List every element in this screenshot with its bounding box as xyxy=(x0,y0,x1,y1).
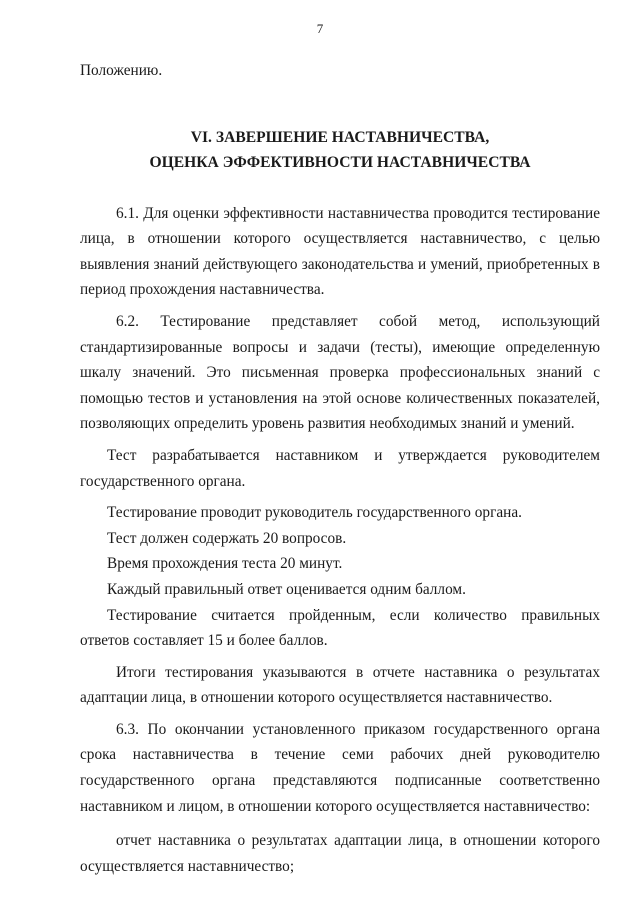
paragraph-test-conduct: Тестирование проводит руководитель государственного органа. xyxy=(107,504,522,522)
paragraph-6-1: 6.1. Для оценки эффективности наставничества проводится тестирование лица, в отношении которого осуществляется наставничество, с целью выявления знаний действующего законодательства и умений, приобретенных в период прохождения наставничества. xyxy=(80,204,600,299)
section-heading-line-2: ОЦЕНКА ЭФФЕКТИВНОСТИ НАСТАВНИЧЕСТВА xyxy=(149,153,531,171)
section-heading-line-1: VI. ЗАВЕРШЕНИЕ НАСТАВНИЧЕСТВА, xyxy=(190,128,490,146)
paragraph-test-time: Время прохождения теста 20 минут. xyxy=(107,555,343,573)
section-heading xyxy=(80,125,600,175)
paragraph-test-pass: Тестирование считается пройденным, если количество правильных ответов составляет 15 и более баллов. xyxy=(80,606,600,650)
paragraph-test-scoring: Каждый правильный ответ оценивается одним баллом. xyxy=(107,580,466,598)
continuation-text: Положению. xyxy=(80,62,163,79)
paragraph-6-2: 6.2. Тестирование представляет собой метод, использующий стандартизированные вопросы и задачи (тесты), имеющие определенную шкалу значений. Это письменная проверка профессиональных знаний с помощью тестов и установления на этой основе количественных показателей, позволяющих определить уровень развития необходимых знаний и умений. xyxy=(80,312,600,433)
document-body xyxy=(80,58,600,879)
paragraph-report-item: отчет наставника о результатах адаптации лица, в отношении которого осуществляется наставничество; xyxy=(80,832,600,875)
paragraph-test-questions: Тест должен содержать 20 вопросов. xyxy=(107,529,347,547)
paragraph-6-3: 6.3. По окончании установленного приказом государственного органа срока наставничества в течение семи рабочих дней руководителю государственного органа представляются подписанные соответственно наставником и лицом, в отношении которого осуществляется наставничество: xyxy=(80,720,600,815)
paragraph-test-results: Итоги тестирования указываются в отчете наставника о результатах адаптации лица, в отношении которого осуществляется наставничество. xyxy=(80,663,600,707)
page-number: 7 xyxy=(316,21,324,36)
paragraph-test-development: Тест разрабатывается наставником и утверждается руководителем государственного органа. xyxy=(80,446,600,490)
